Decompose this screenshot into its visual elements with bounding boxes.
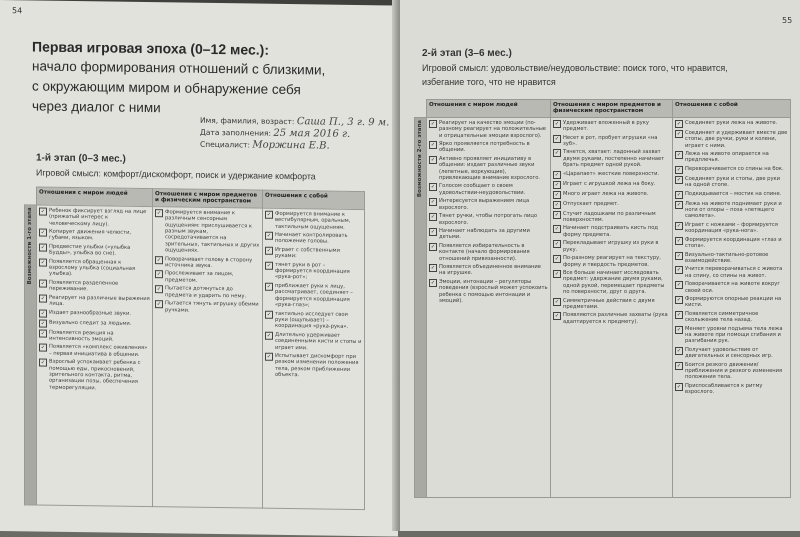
checkbox-icon[interactable]: ✓ bbox=[266, 283, 272, 290]
checklist-item-text: Голосом сообщает о своем удовольствии-неудовольствии. bbox=[439, 183, 526, 196]
checklist-item bbox=[553, 211, 670, 224]
checklist-item bbox=[265, 232, 362, 246]
checklist-item bbox=[429, 243, 548, 262]
checkbox-icon[interactable]: ✓ bbox=[554, 226, 560, 233]
checkbox-icon[interactable]: ✓ bbox=[430, 264, 436, 271]
checklist-item bbox=[155, 300, 260, 314]
checklist-item-text: Тянется, хватает: ладонный захват двумя руками, постепенно начинает брать предмет одной рукой. bbox=[563, 149, 665, 169]
checkbox-icon[interactable]: ✓ bbox=[554, 270, 560, 277]
checklist-item-text: Лежа на животе поднимает руки и ноги от опоры – поза «летящего самолета». bbox=[685, 200, 782, 220]
checklist-item bbox=[429, 228, 548, 241]
checkbox-icon[interactable]: ✓ bbox=[554, 171, 560, 178]
checklist-item-text: Начинает наблюдать за другими детьми. bbox=[439, 227, 530, 241]
date-label: Дата заполнения: bbox=[200, 127, 272, 138]
checklist-item bbox=[675, 383, 788, 396]
checklist-item bbox=[553, 120, 670, 133]
checkbox-icon[interactable]: ✓ bbox=[430, 228, 436, 235]
checklist-item bbox=[429, 156, 548, 182]
checklist-item-text: Учится переворачиваться с живота на спину, со спины на живот. bbox=[685, 266, 783, 279]
stage-title-right: 2-й этап (3–6 мес.) bbox=[422, 48, 512, 59]
checkbox-icon[interactable]: ✓ bbox=[554, 135, 560, 142]
checklist-item-text: Реагирует на различные выражения лица. bbox=[49, 294, 150, 307]
checklist-item bbox=[39, 243, 150, 257]
checklist-item bbox=[675, 176, 788, 189]
checklist-item-text: Подкидывается – мостик на спине. bbox=[685, 190, 782, 197]
checkbox-icon[interactable]: ✓ bbox=[676, 191, 682, 198]
checklist-item-text: Начинает подстраивать кисть под форму предмета. bbox=[563, 225, 659, 238]
checklist-item-text: Формируется внимание к различным сенсорным ощущениям: прислушивается к разным звукам, сосредотачивается на зрительных, тактильных и других ощущениях. bbox=[165, 209, 260, 255]
table-header-self-2: Отношения с собой bbox=[673, 100, 791, 118]
checkbox-icon[interactable]: ✓ bbox=[676, 311, 682, 318]
checkbox-icon[interactable]: ✓ bbox=[676, 362, 682, 369]
checklist-item bbox=[265, 211, 362, 232]
page-number-right: 55 bbox=[782, 16, 793, 25]
checkbox-icon[interactable]: ✓ bbox=[554, 211, 560, 218]
checkbox-icon[interactable]: ✓ bbox=[676, 176, 682, 183]
checklist-item bbox=[39, 344, 150, 358]
checkbox-icon[interactable]: ✓ bbox=[676, 222, 682, 229]
checkbox-icon[interactable]: ✓ bbox=[40, 359, 46, 366]
checkbox-icon[interactable]: ✓ bbox=[676, 347, 682, 354]
checkbox-icon[interactable]: ✓ bbox=[430, 279, 436, 286]
name-value: Саша П., 3 г. 9 м. bbox=[296, 116, 390, 129]
checklist-item bbox=[429, 213, 548, 226]
checklist-item bbox=[675, 120, 788, 128]
checklist-item bbox=[39, 309, 150, 319]
checklist-item bbox=[155, 271, 260, 285]
checkbox-icon[interactable]: ✓ bbox=[266, 211, 272, 218]
checklist-item-text: Лежа на животе опирается на предплечья. bbox=[685, 151, 769, 164]
checklist-item bbox=[429, 264, 548, 277]
checklist-item bbox=[675, 201, 788, 220]
checklist-item-text: Боится резкого движения/приближения и резкого изменения положения тела. bbox=[685, 361, 783, 381]
checklist-item bbox=[265, 331, 362, 352]
checklist-item bbox=[429, 120, 548, 139]
checkbox-icon[interactable]: ✓ bbox=[156, 301, 162, 308]
checkbox-icon[interactable]: ✓ bbox=[266, 353, 272, 360]
checkbox-icon[interactable]: ✓ bbox=[40, 320, 46, 327]
checklist-item-text: Приспосабливается к ритму взрослого. bbox=[685, 382, 763, 396]
checklist-item bbox=[553, 191, 670, 199]
checklist-item-text: Формируются опорные реакции на кисти. bbox=[685, 295, 782, 309]
checklist-item bbox=[553, 312, 670, 325]
checklist-item-text: По-разному реагирует на текстуру, форму и твердость предметов. bbox=[563, 255, 661, 268]
checklist-item bbox=[39, 207, 150, 228]
checklist-item-text: Длительно удерживает соединенными кисти и стопы и играет ими. bbox=[275, 331, 362, 351]
checkbox-icon[interactable]: ✓ bbox=[430, 199, 436, 206]
page-title: Первая игровая эпоха (0–12 мес.): bbox=[32, 38, 269, 58]
checkbox-icon[interactable]: ✓ bbox=[554, 313, 560, 320]
checklist-item-text: Реагирует на качество эмоции (по-разному реагирует на положительные и отрицательные эмоции взрослого). bbox=[439, 119, 546, 139]
stage-title-left: 1-й этап (0–3 мес.) bbox=[36, 152, 126, 165]
checkbox-icon[interactable]: ✓ bbox=[676, 120, 682, 127]
checklist-item bbox=[39, 294, 150, 308]
checkbox-icon[interactable]: ✓ bbox=[156, 256, 162, 263]
name-label: Имя, фамилия, возраст: bbox=[200, 115, 295, 127]
checklist-item-text: Отпускает предмет. bbox=[563, 200, 619, 207]
checklist-item bbox=[553, 201, 670, 209]
checkbox-icon[interactable]: ✓ bbox=[554, 201, 560, 208]
checklist-item-text: Начинает контролировать положение головы. bbox=[275, 231, 348, 246]
checklist-item-text: Тянет ручки, чтобы потрогать лицо взрослого. bbox=[439, 213, 538, 226]
checklist-item-text: Появляется объединенное внимание на игрушке. bbox=[439, 263, 541, 277]
checklist-item-text: Визуально следит за людьми. bbox=[49, 319, 132, 327]
checkbox-icon[interactable]: ✓ bbox=[430, 120, 436, 127]
page-number-left: 54 bbox=[12, 6, 23, 16]
checklist-item bbox=[39, 279, 150, 293]
title-line-3: с окружающим миром и обнаружение себя bbox=[32, 78, 301, 98]
checklist-item bbox=[675, 296, 788, 309]
checkbox-icon[interactable]: ✓ bbox=[156, 210, 162, 217]
stage-meaning-left: Игровой смысл: комфорт/дискомфорт, поиск и удержание комфорта bbox=[36, 167, 316, 182]
table-header-objects: Отношения с миром предметов и физическим пространством bbox=[153, 189, 263, 208]
column-objects bbox=[153, 206, 263, 508]
checkbox-icon[interactable]: ✓ bbox=[266, 262, 272, 269]
checkbox-icon[interactable]: ✓ bbox=[430, 142, 436, 149]
checkbox-icon[interactable]: ✓ bbox=[40, 244, 46, 251]
checklist-item-text: Переворачивается со спины на бок. bbox=[685, 165, 784, 172]
checkbox-icon[interactable]: ✓ bbox=[156, 271, 162, 278]
left-page bbox=[0, 0, 398, 537]
checkbox-icon[interactable]: ✓ bbox=[40, 280, 46, 287]
checkbox-icon[interactable]: ✓ bbox=[554, 191, 560, 198]
checklist-item-text: Появляется реакция на интенсивность эмоций. bbox=[49, 329, 114, 343]
checkbox-icon[interactable]: ✓ bbox=[40, 229, 46, 236]
checklist-item-text: тактильно исследует свои руки (ощупывает) – координация «рука-рука». bbox=[275, 310, 349, 331]
checklist-item bbox=[39, 258, 150, 279]
checkbox-icon[interactable]: ✓ bbox=[40, 310, 46, 317]
checkbox-icon[interactable]: ✓ bbox=[676, 237, 682, 244]
checkbox-icon[interactable]: ✓ bbox=[266, 332, 272, 339]
checklist-item bbox=[675, 222, 788, 235]
checklist-item bbox=[675, 252, 788, 265]
checklist-item bbox=[39, 329, 150, 343]
column-people-2 bbox=[427, 117, 551, 497]
checklist-item bbox=[265, 247, 362, 261]
checklist-item-text: Все больше начинает исследовать предмет: удержание двумя руками, одной рукой, перемещает предметы по поверхности, друг о друга. bbox=[563, 269, 665, 296]
checklist-item-text: Соединяет и удерживает вместе две стопы, две ручки, руки и колени, играет с ними. bbox=[685, 129, 788, 149]
checklist-item-text: приближает руки к лицу, рассматривает, соединяет – формируется координация «рука-глаз»; bbox=[275, 282, 353, 309]
checklist-item-text: Перекладывает игрушку из руки в руку. bbox=[563, 240, 659, 253]
date-value: 25 мая 2016 г. bbox=[273, 127, 351, 140]
checkbox-icon[interactable]: ✓ bbox=[430, 243, 436, 250]
checklist-item-text: Появляются различные захваты (рука адаптируется к предмету). bbox=[563, 312, 668, 325]
stage-meaning-right-1: Игровой смысл: удовольствие/неудовольствие: поиск того, что нравится, bbox=[422, 63, 728, 73]
stage-meaning-right-2: избегание того, что не нравится bbox=[422, 77, 556, 87]
checklist-item-text: Получает удовольствие от двигательных и сенсорных игр. bbox=[685, 346, 773, 360]
checklist-item-text: Предвестие улыбки («улыбка Будды», улыбка во сне). bbox=[49, 243, 131, 257]
checklist-item bbox=[39, 229, 150, 243]
checkbox-icon[interactable]: ✓ bbox=[676, 152, 682, 159]
checklist-item bbox=[553, 171, 670, 179]
checkbox-icon[interactable]: ✓ bbox=[676, 296, 682, 303]
checklist-item bbox=[155, 209, 260, 255]
checklist-item bbox=[675, 347, 788, 360]
checklist-item-text: Формируется координация «глаз и стопа». bbox=[685, 236, 782, 250]
checklist-item-text: Активно проявляет инициативу в общении: издает различные звуки (лепетные, воркующие), привлекающие внимание взрослого. bbox=[439, 155, 541, 182]
checkbox-icon[interactable]: ✓ bbox=[40, 259, 46, 266]
checkbox-icon[interactable]: ✓ bbox=[554, 120, 560, 127]
checklist-item bbox=[155, 256, 260, 270]
checklist-item-text: Симметричные действия с двумя предметами. bbox=[563, 297, 655, 310]
checkbox-icon[interactable]: ✓ bbox=[266, 232, 272, 239]
checklist-item-text: Появляется «комплекс оживления» – первая инициатива в общении. bbox=[49, 343, 148, 358]
checklist-item-text: Появляется обращенная к взрослому улыбка (социальная улыбка). bbox=[49, 258, 136, 278]
checklist-item-text: Взрослый успокаивает ребенка с помощью еды, прикосновений, зрительного контакта, ритма, организации позы, обеспечения терморегуляции. bbox=[49, 358, 141, 392]
checklist-item bbox=[553, 270, 670, 296]
column-people bbox=[37, 205, 153, 507]
checklist-item-text: Стучит ладошками по различным поверхностям. bbox=[563, 210, 656, 224]
checkbox-icon[interactable]: ✓ bbox=[554, 256, 560, 263]
checklist-item bbox=[675, 362, 788, 381]
checkbox-icon[interactable]: ✓ bbox=[676, 201, 682, 208]
checkbox-icon[interactable]: ✓ bbox=[266, 311, 272, 318]
checkbox-icon[interactable]: ✓ bbox=[40, 330, 46, 337]
checklist-item-text: Испытывает дискомфорт при резком изменении положения тела, резком приближении объекта. bbox=[275, 352, 359, 379]
checklist-item bbox=[429, 183, 548, 196]
checklist-item-text: Ребенок фиксирует взгляд на лице (прижатый интерес к человеческому лицу). bbox=[49, 207, 147, 228]
checklist-item-text: Появляется симметричное скольжение тела назад. bbox=[685, 310, 759, 324]
checkbox-icon[interactable]: ✓ bbox=[676, 252, 682, 259]
checklist-item-text: Интересуется выражением лица взрослого. bbox=[439, 198, 530, 211]
checklist-item bbox=[265, 353, 362, 380]
checklist-item bbox=[429, 141, 548, 154]
checklist-item-text: Меняет уровни подъема тела лежа на животе при помощи сгибания и разгибания рук. bbox=[685, 325, 783, 345]
checklist-item bbox=[265, 261, 362, 282]
checklist-item-text: Поворачивается на животе вокруг своей оси. bbox=[685, 281, 781, 294]
checklist-item-text: Появляется избирательность в контакте (начало формирования отношений привязанности). bbox=[439, 242, 530, 262]
checklist-item bbox=[675, 281, 788, 294]
table-header-self: Отношения с собой bbox=[263, 190, 365, 209]
checklist-item-text: Визуально-тактильно-ротовое взаимодействие. bbox=[685, 251, 769, 264]
checklist-item bbox=[675, 311, 788, 324]
checkbox-icon[interactable]: ✓ bbox=[676, 267, 682, 274]
column-objects-2 bbox=[551, 117, 673, 497]
checklist-item-text: Играет с игрушкой лежа на боку. bbox=[563, 180, 656, 187]
checklist-item-text: Ярко проявляется потребность в общении. bbox=[439, 141, 530, 154]
checkbox-icon[interactable]: ✓ bbox=[156, 286, 162, 293]
checklist-item-text: Поворачивает голову в сторону источника звука. bbox=[165, 255, 253, 270]
checkbox-icon[interactable]: ✓ bbox=[430, 184, 436, 191]
title-line-2: начало формирования отношений с близкими, bbox=[32, 58, 326, 78]
checklist-item bbox=[429, 279, 548, 305]
checkbox-icon[interactable]: ✓ bbox=[266, 247, 272, 254]
checklist-item-text: Много играет лежа на животе. bbox=[563, 190, 649, 197]
checkbox-icon[interactable]: ✓ bbox=[430, 156, 436, 163]
checkbox-icon[interactable]: ✓ bbox=[676, 166, 682, 173]
checklist-item bbox=[39, 319, 150, 329]
checklist-item-text: Появляется разделенное переживание. bbox=[49, 279, 119, 293]
specialist-value: Моржина Е.В. bbox=[252, 139, 330, 152]
checklist-item-text: тянет руки в рот – формируется координация «рука-рот»; bbox=[275, 261, 350, 281]
checklist-item bbox=[675, 166, 788, 174]
checklist-item bbox=[675, 191, 788, 199]
checkbox-icon[interactable]: ✓ bbox=[40, 208, 46, 215]
checkbox-icon[interactable]: ✓ bbox=[676, 383, 682, 390]
specialist-label: Специалист: bbox=[200, 139, 251, 150]
checklist-item-text: Формируется внимание к вестибулярным, оральным, тактильным ощущениям. bbox=[275, 210, 351, 231]
checklist-item bbox=[553, 181, 670, 189]
checklist-item bbox=[675, 266, 788, 279]
stage-2-table bbox=[414, 99, 791, 498]
checklist-item-text: Копирует движения челюсти, губами, языком. bbox=[49, 228, 132, 242]
checklist-item-text: Издает разнообразные звуки. bbox=[49, 309, 132, 317]
checkbox-icon[interactable]: ✓ bbox=[676, 326, 682, 333]
table-header-objects-2: Отношения с миром предметов и физическим пространством bbox=[551, 100, 673, 118]
checklist-item bbox=[265, 283, 362, 310]
checkbox-icon[interactable]: ✓ bbox=[430, 214, 436, 221]
checklist-item bbox=[675, 130, 788, 149]
table-side-label-2: Возможности 2-го этапа bbox=[415, 117, 427, 497]
table-header-people: Отношения с миром людей bbox=[37, 187, 153, 206]
form-fields bbox=[200, 115, 389, 154]
column-self bbox=[263, 208, 365, 509]
table-header-people-2: Отношения с миром людей bbox=[427, 100, 551, 118]
checklist-item-text: Играет с ножками – формируется координация «рука-нога». bbox=[685, 221, 778, 235]
checkbox-icon[interactable]: ✓ bbox=[554, 150, 560, 157]
stage-1-table bbox=[24, 186, 365, 510]
checklist-item-text: Удерживает вложенный в руку предмет. bbox=[563, 119, 649, 133]
checklist-item bbox=[265, 310, 362, 331]
checklist-item bbox=[39, 359, 150, 393]
checklist-item-text: Пытается тянуть игрушку обеими ручками. bbox=[165, 300, 259, 314]
checklist-item-text: Прослеживает за лицом, предметом. bbox=[165, 270, 234, 284]
title-line-4: через диалог с ними bbox=[32, 98, 161, 116]
checklist-item bbox=[675, 151, 788, 164]
table-side-label: Возможности 1-го этапа bbox=[25, 205, 37, 505]
checklist-item-text: Пытается дотянуться до предмета и ударить по нему. bbox=[165, 285, 247, 300]
checkbox-icon[interactable]: ✓ bbox=[40, 344, 46, 351]
checklist-item bbox=[553, 149, 670, 168]
checklist-item bbox=[553, 225, 670, 238]
checklist-item-text: Соединяет руки лежа на животе. bbox=[685, 119, 778, 126]
checklist-item bbox=[155, 285, 260, 299]
checklist-item-text: Соединяет руки и стопы, две руки на одной стопе. bbox=[685, 175, 781, 189]
checklist-item bbox=[429, 198, 548, 211]
checklist-item-text: «Царапает» жесткие поверхности. bbox=[563, 170, 660, 177]
checklist-item bbox=[553, 135, 670, 148]
checklist-item-text: Эмоции, интонации – регуляторы поведения (взрослый может успокоить ребенка с помощью интонации и эмоций). bbox=[439, 278, 548, 304]
checkbox-icon[interactable]: ✓ bbox=[554, 181, 560, 188]
checklist-item bbox=[675, 237, 788, 250]
checkbox-icon[interactable]: ✓ bbox=[554, 241, 560, 248]
checkbox-icon[interactable]: ✓ bbox=[676, 130, 682, 137]
checkbox-icon[interactable]: ✓ bbox=[40, 295, 46, 302]
checklist-item bbox=[553, 240, 670, 253]
checklist-item bbox=[675, 326, 788, 345]
checkbox-icon[interactable]: ✓ bbox=[554, 298, 560, 305]
column-self-2 bbox=[673, 117, 791, 497]
checkbox-icon[interactable]: ✓ bbox=[676, 282, 682, 289]
right-page bbox=[400, 0, 800, 531]
checklist-item-text: Несет в рот, пробует игрушки «на зуб». bbox=[563, 134, 658, 148]
checklist-item-text: Играет с собственными руками: bbox=[275, 246, 340, 260]
checklist-item bbox=[553, 255, 670, 268]
checklist-item bbox=[553, 298, 670, 311]
